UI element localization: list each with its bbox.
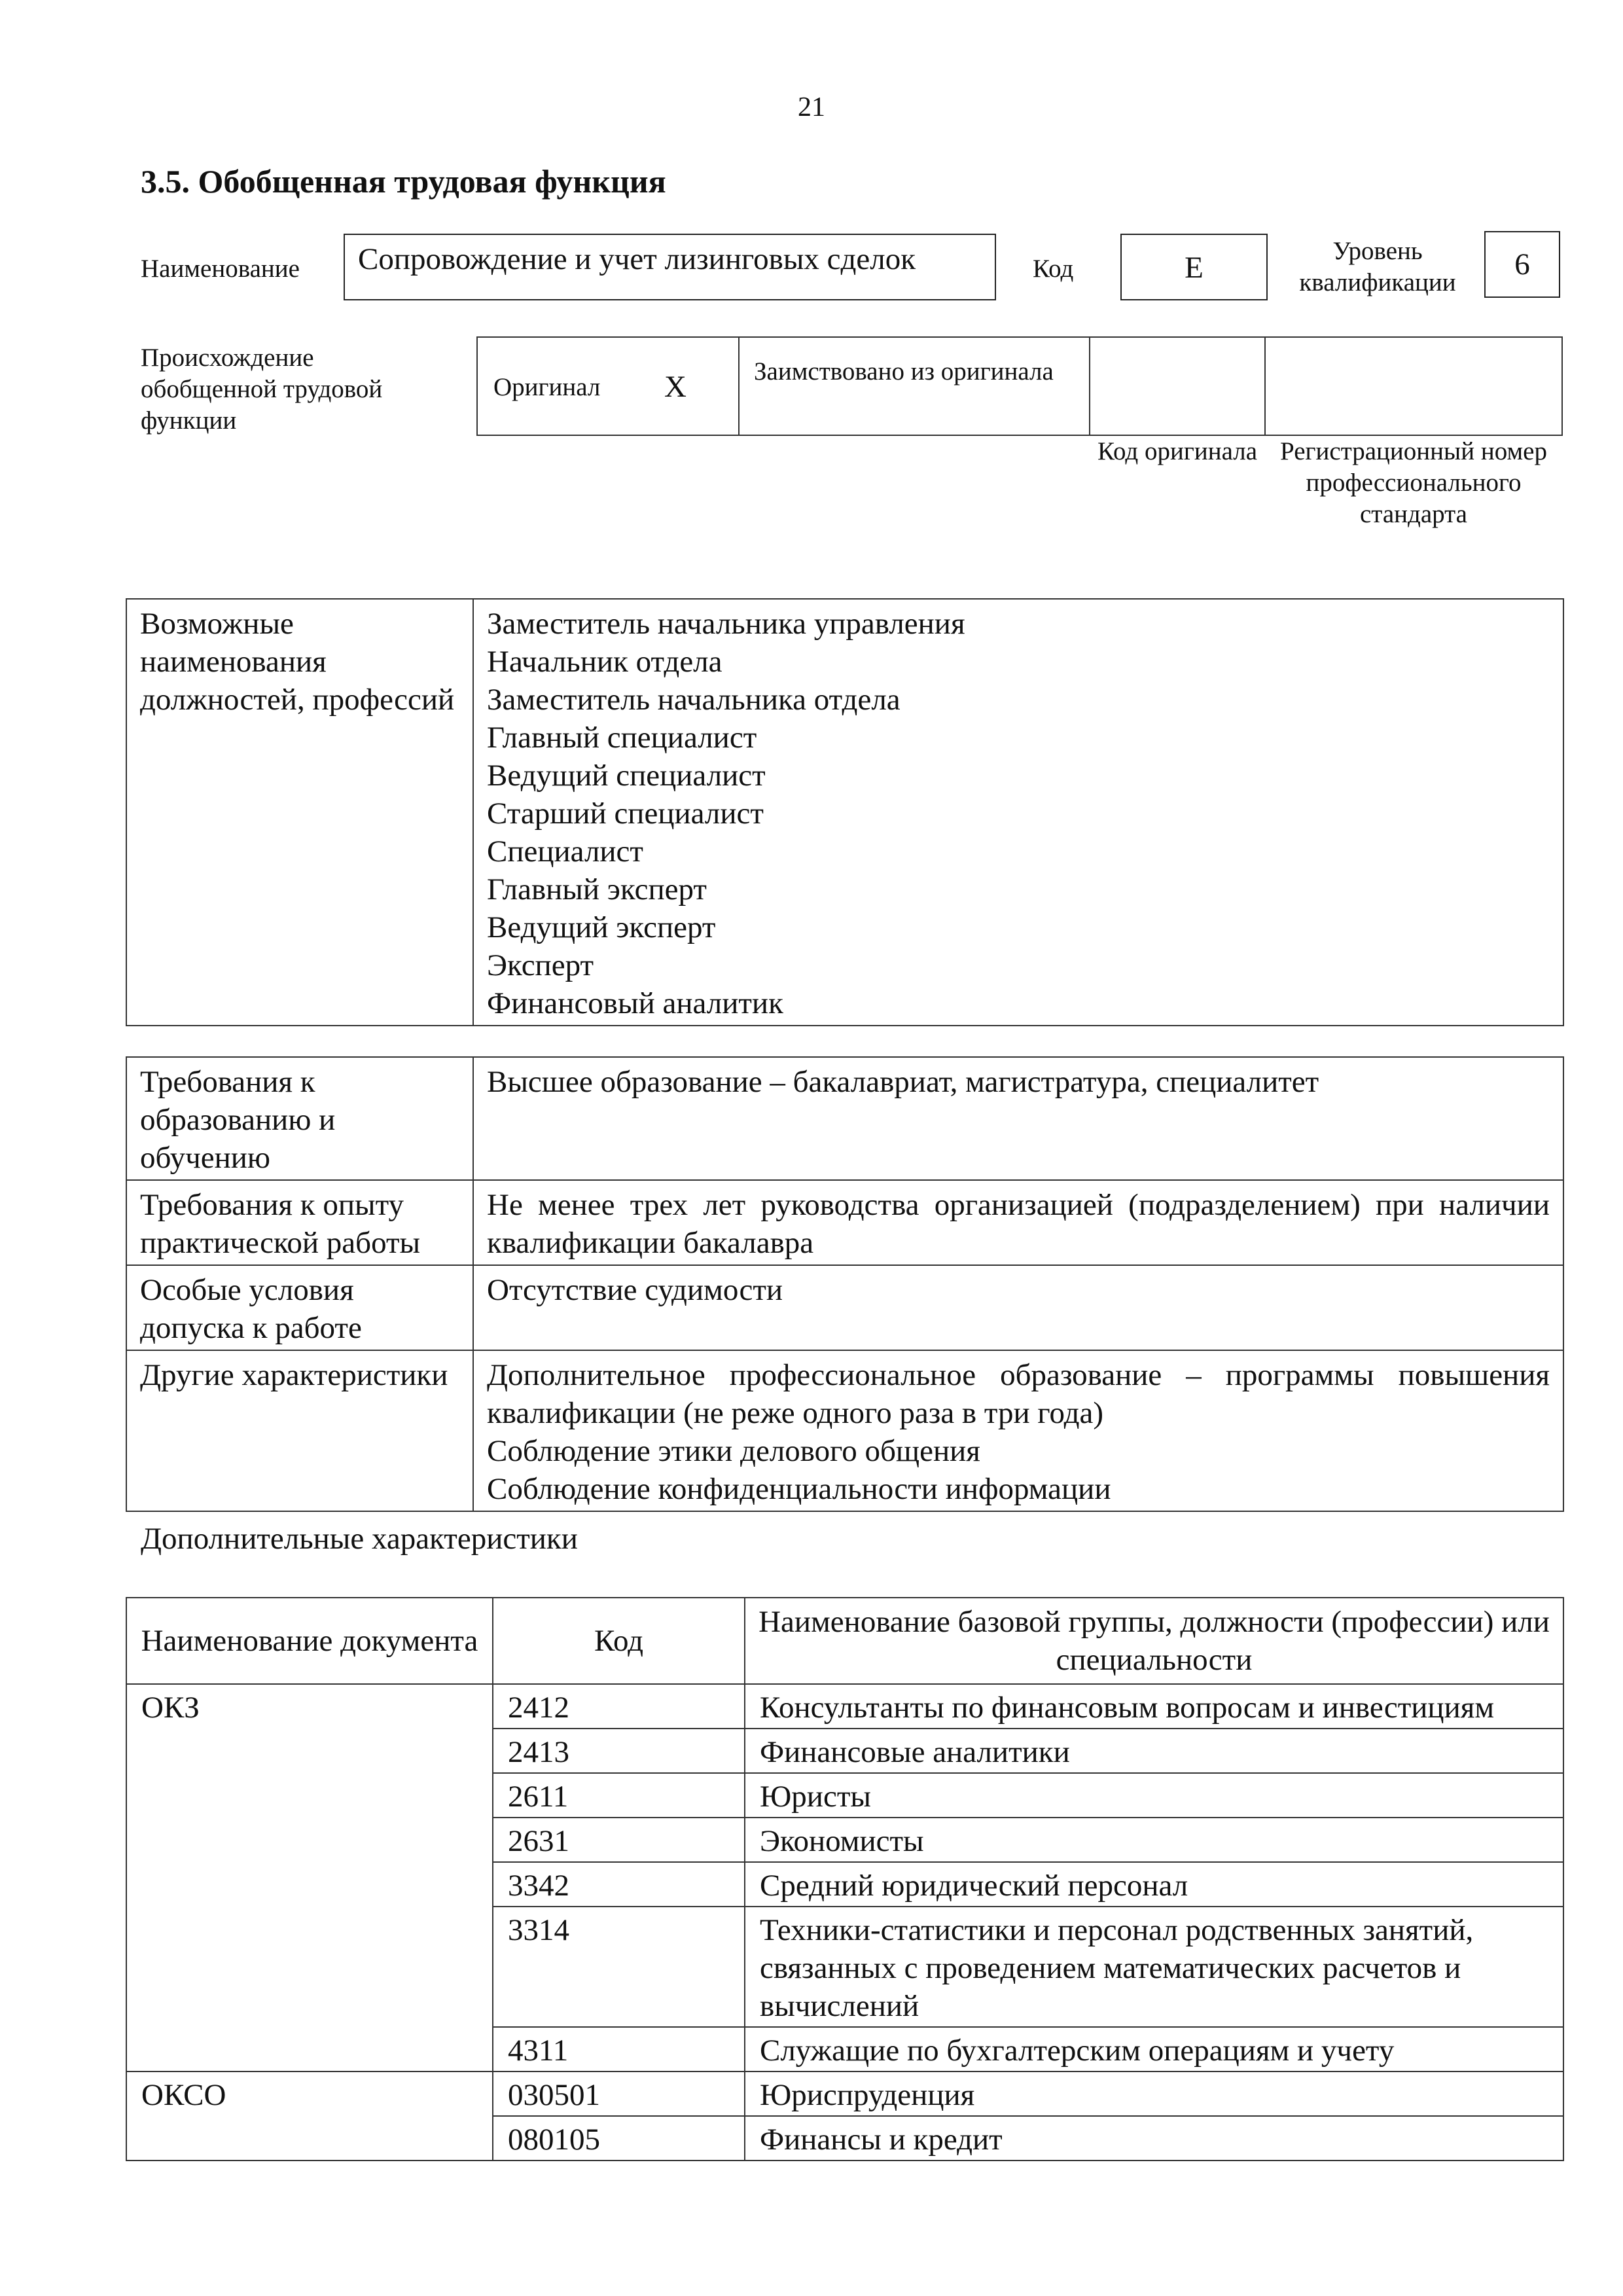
code-original-caption: Код оригинала bbox=[1097, 437, 1258, 465]
name-label: Наименование bbox=[141, 255, 300, 283]
requirement-row bbox=[126, 1350, 1563, 1511]
position-item: Главный эксперт bbox=[487, 872, 707, 906]
page-number: 21 bbox=[798, 92, 825, 122]
additional-title: Дополнительные характеристики bbox=[141, 1522, 578, 1556]
additional-table bbox=[126, 1597, 1564, 2161]
requirement-row bbox=[126, 1180, 1563, 1265]
name-cell: Служащие по бухгалтерским операциям и учету bbox=[745, 2027, 1563, 2072]
name-cell: Техники-статистики и персонал родственных занятий, связанных с проведением математических расчетов и вычислений bbox=[745, 1907, 1563, 2027]
position-item: Главный специалист bbox=[487, 721, 757, 755]
code-cell: 030501 bbox=[493, 2072, 745, 2116]
positions-label: Возможные наименования должностей, профессий bbox=[126, 599, 473, 1026]
header-document: Наименование документа bbox=[126, 1598, 493, 1684]
name-cell: Консультанты по финансовым вопросам и инвестициям bbox=[745, 1684, 1563, 1729]
requirement-row bbox=[126, 1057, 1563, 1180]
requirement-label: Другие характеристики bbox=[126, 1350, 473, 1511]
positions-list bbox=[473, 599, 1563, 1026]
origin-original-mark: X bbox=[664, 370, 687, 404]
origin-label: Происхождение обобщенной трудовой функции bbox=[141, 344, 383, 435]
position-item: Специалист bbox=[487, 834, 643, 869]
document-okz: ОКЗ bbox=[126, 1684, 493, 2072]
code-value: E bbox=[1185, 251, 1204, 285]
requirement-value bbox=[473, 1057, 1563, 1180]
table-row bbox=[126, 1684, 1563, 1729]
origin-original-label: Оригинал bbox=[493, 373, 601, 401]
requirement-label: Требования к образованию и обучению bbox=[126, 1057, 473, 1180]
requirement-line: Соблюдение этики делового общения bbox=[487, 1434, 980, 1468]
origin-borrowed-cell bbox=[738, 336, 1090, 436]
requirement-label: Особые условия допуска к работе bbox=[126, 1265, 473, 1350]
origin-borrowed-label: Заимствовано из оригинала bbox=[754, 357, 1054, 386]
code-cell: 2611 bbox=[493, 1773, 745, 1818]
name-cell: Финансы и кредит bbox=[745, 2116, 1563, 2161]
code-cell: 2413 bbox=[493, 1729, 745, 1773]
position-item: Старший специалист bbox=[487, 797, 764, 831]
code-label: Код bbox=[1033, 255, 1074, 283]
code-cell: 3342 bbox=[493, 1862, 745, 1907]
code-cell: 3314 bbox=[493, 1907, 745, 2027]
document-okso: ОКСО bbox=[126, 2072, 493, 2161]
name-value: Сопровождение и учет лизинговых сделок bbox=[358, 242, 916, 276]
name-value-box bbox=[344, 234, 996, 300]
position-item: Заместитель начальника управления bbox=[487, 607, 965, 641]
level-label: Уровень квалификации bbox=[1299, 237, 1456, 296]
name-cell: Финансовые аналитики bbox=[745, 1729, 1563, 1773]
level-value: 6 bbox=[1514, 247, 1530, 281]
code-cell: 2631 bbox=[493, 1818, 745, 1862]
requirement-label: Требования к опыту практической работы bbox=[126, 1180, 473, 1265]
level-value-box bbox=[1484, 231, 1560, 298]
requirement-value bbox=[473, 1350, 1563, 1511]
position-item: Заместитель начальника отдела bbox=[487, 683, 901, 717]
code-cell: 080105 bbox=[493, 2116, 745, 2161]
name-cell: Юриспруденция bbox=[745, 2072, 1563, 2116]
origin-reg-cell bbox=[1264, 336, 1563, 436]
code-value-box bbox=[1120, 234, 1268, 300]
position-item: Ведущий эксперт bbox=[487, 910, 716, 944]
position-item: Ведущий специалист bbox=[487, 759, 766, 793]
requirement-value bbox=[473, 1265, 1563, 1350]
table-row bbox=[126, 2072, 1563, 2116]
requirements-table bbox=[126, 1056, 1564, 1512]
code-cell: 2412 bbox=[493, 1684, 745, 1729]
requirement-line: Не менее трех лет руководства организацией (подразделением) при наличии квалификации бакалавра bbox=[487, 1188, 1550, 1260]
section-title: 3.5. Обобщенная трудовая функция bbox=[141, 163, 666, 200]
position-item: Финансовый аналитик bbox=[487, 986, 783, 1020]
origin-original-cell bbox=[476, 336, 740, 436]
requirement-line: Дополнительное профессиональное образование – программы повышения квалификации (не реже одного раза в три года) bbox=[487, 1358, 1550, 1430]
requirement-value bbox=[473, 1180, 1563, 1265]
requirement-line: Отсутствие судимости bbox=[487, 1273, 783, 1307]
position-item: Начальник отдела bbox=[487, 645, 722, 679]
name-cell: Средний юридический персонал bbox=[745, 1862, 1563, 1907]
requirement-row bbox=[126, 1265, 1563, 1350]
origin-code-cell bbox=[1089, 336, 1266, 436]
name-cell: Юристы bbox=[745, 1773, 1563, 1818]
positions-table bbox=[126, 598, 1564, 1026]
reg-number-caption: Регистрационный номер профессионального стандарта bbox=[1280, 437, 1547, 528]
requirement-line: Высшее образование – бакалавриат, магистратура, специалитет bbox=[487, 1065, 1319, 1099]
name-cell: Экономисты bbox=[745, 1818, 1563, 1862]
header-code: Код bbox=[493, 1598, 745, 1684]
position-item: Эксперт bbox=[487, 948, 594, 982]
code-cell: 4311 bbox=[493, 2027, 745, 2072]
requirement-line: Соблюдение конфиденциальности информации bbox=[487, 1472, 1111, 1506]
header-name: Наименование базовой группы, должности (профессии) или специальности bbox=[745, 1598, 1563, 1684]
